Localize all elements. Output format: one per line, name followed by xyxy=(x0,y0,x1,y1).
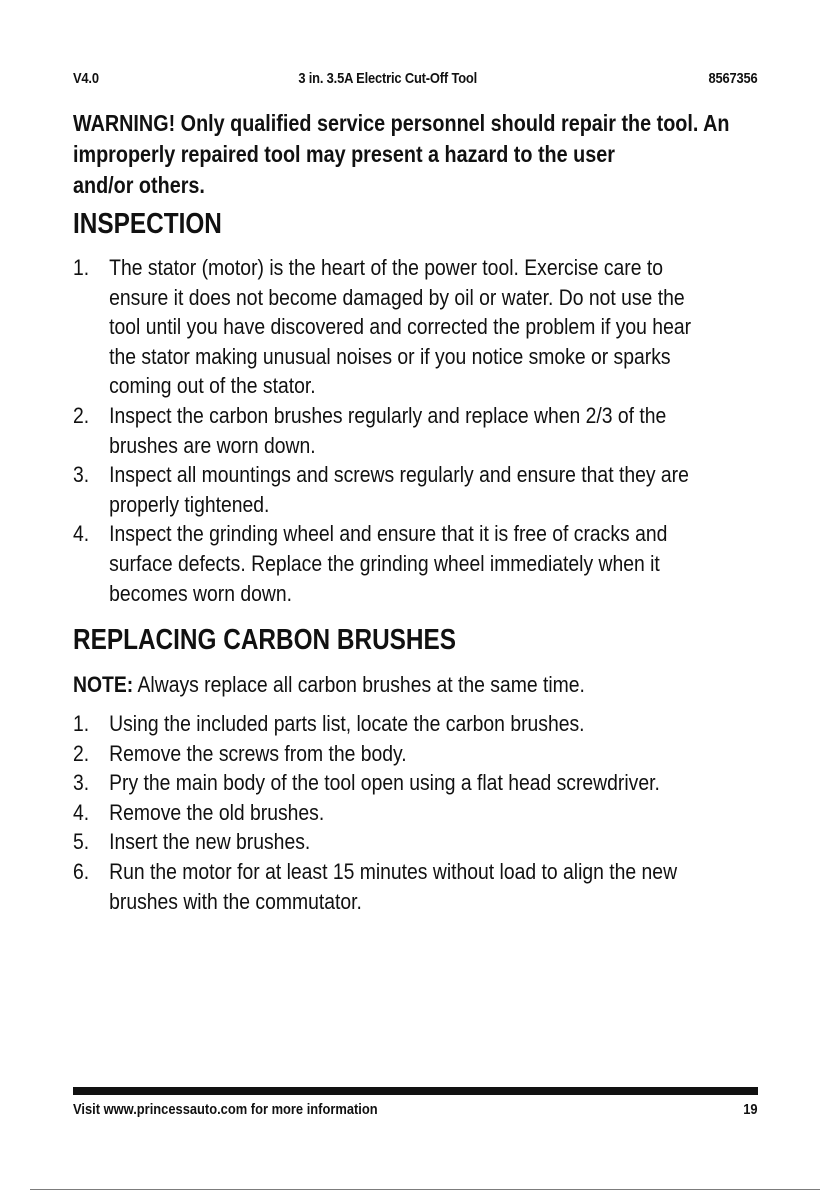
item-text-line: Run the motor for at least 15 minutes without load to align the new xyxy=(109,858,678,884)
item-number-label: 6. xyxy=(73,858,90,884)
list-item xyxy=(73,460,761,519)
item-text-line: Inspect all mountings and screws regularly and ensure that they are xyxy=(109,462,689,488)
note-text xyxy=(73,670,585,699)
list-item xyxy=(73,253,761,401)
inspection-list xyxy=(73,253,761,608)
note-label: NOTE: xyxy=(73,672,134,697)
list-item xyxy=(73,857,761,916)
warning-line: and/or others. xyxy=(73,172,205,198)
item-text-line: Inspect the grinding wheel and ensure that it is free of cracks and xyxy=(109,521,668,547)
item-number-label: 2. xyxy=(73,740,90,766)
item-text-line: tool until you have discovered and corrected the problem if you hear xyxy=(109,314,692,340)
product-title: 3 in. 3.5A Electric Cut-Off Tool xyxy=(298,70,478,87)
item-text-line: Using the included parts list, locate the carbon brushes. xyxy=(109,711,585,736)
page-number: 19 xyxy=(743,1101,758,1118)
item-number-label: 5. xyxy=(73,829,90,855)
item-text-line: becomes worn down. xyxy=(109,580,292,606)
item-number-label: 3. xyxy=(73,462,90,488)
item-number-label: 4. xyxy=(73,799,90,825)
item-number-label: 1. xyxy=(73,255,90,280)
manual-page xyxy=(73,0,758,1192)
item-text-line: ensure it does not become damaged by oil or water. Do not use the xyxy=(109,284,685,310)
list-item xyxy=(73,827,761,857)
inspection-heading: INSPECTION xyxy=(73,208,222,240)
warning-text xyxy=(73,108,758,201)
list-item xyxy=(73,519,761,608)
list-item xyxy=(73,768,761,798)
note-body: Always replace all carbon brushes at the same time. xyxy=(133,672,585,697)
item-number-label: 4. xyxy=(73,521,90,547)
list-item xyxy=(73,798,761,828)
list-item xyxy=(73,739,761,769)
item-text-line: surface defects. Replace the grinding wheel immediately when it xyxy=(109,550,660,576)
item-number: 8567356 xyxy=(708,70,758,87)
item-text-line: Remove the screws from the body. xyxy=(109,740,407,766)
replacing-brushes-heading: REPLACING CARBON BRUSHES xyxy=(73,624,457,656)
list-item xyxy=(73,401,761,460)
footer-website-text: Visit www.princessauto.com for more information xyxy=(73,1101,378,1118)
page-footer xyxy=(73,1101,758,1123)
item-text-line: The stator (motor) is the heart of the power tool. Exercise care to xyxy=(109,255,663,280)
brushes-steps-list xyxy=(73,709,761,916)
item-number-label: 3. xyxy=(73,770,90,796)
footer-divider xyxy=(73,1087,758,1095)
item-text-line: Insert the new brushes. xyxy=(109,829,311,855)
item-text-line: properly tightened. xyxy=(109,491,270,517)
item-text-line: Pry the main body of the tool open using a flat head screwdriver. xyxy=(109,770,660,796)
scan-edge-line xyxy=(30,1189,820,1190)
item-text-line: the stator making unusual noises or if you notice smoke or sparks xyxy=(109,343,671,369)
page-header xyxy=(73,70,758,92)
warning-line: WARNING! Only qualified service personnel should repair the tool. An xyxy=(73,110,730,136)
warning-line: improperly repaired tool may present a hazard to the user xyxy=(73,141,615,167)
item-number-label: 1. xyxy=(73,711,90,736)
item-number-label: 2. xyxy=(73,402,90,428)
item-text-line: Inspect the carbon brushes regularly and replace when 2/3 of the xyxy=(109,402,667,428)
version-label: V4.0 xyxy=(73,70,99,87)
list-item xyxy=(73,709,761,739)
item-text-line: brushes with the commutator. xyxy=(109,888,362,914)
item-text-line: coming out of the stator. xyxy=(109,373,316,399)
item-text-line: brushes are worn down. xyxy=(109,432,316,458)
item-text-line: Remove the old brushes. xyxy=(109,799,325,825)
